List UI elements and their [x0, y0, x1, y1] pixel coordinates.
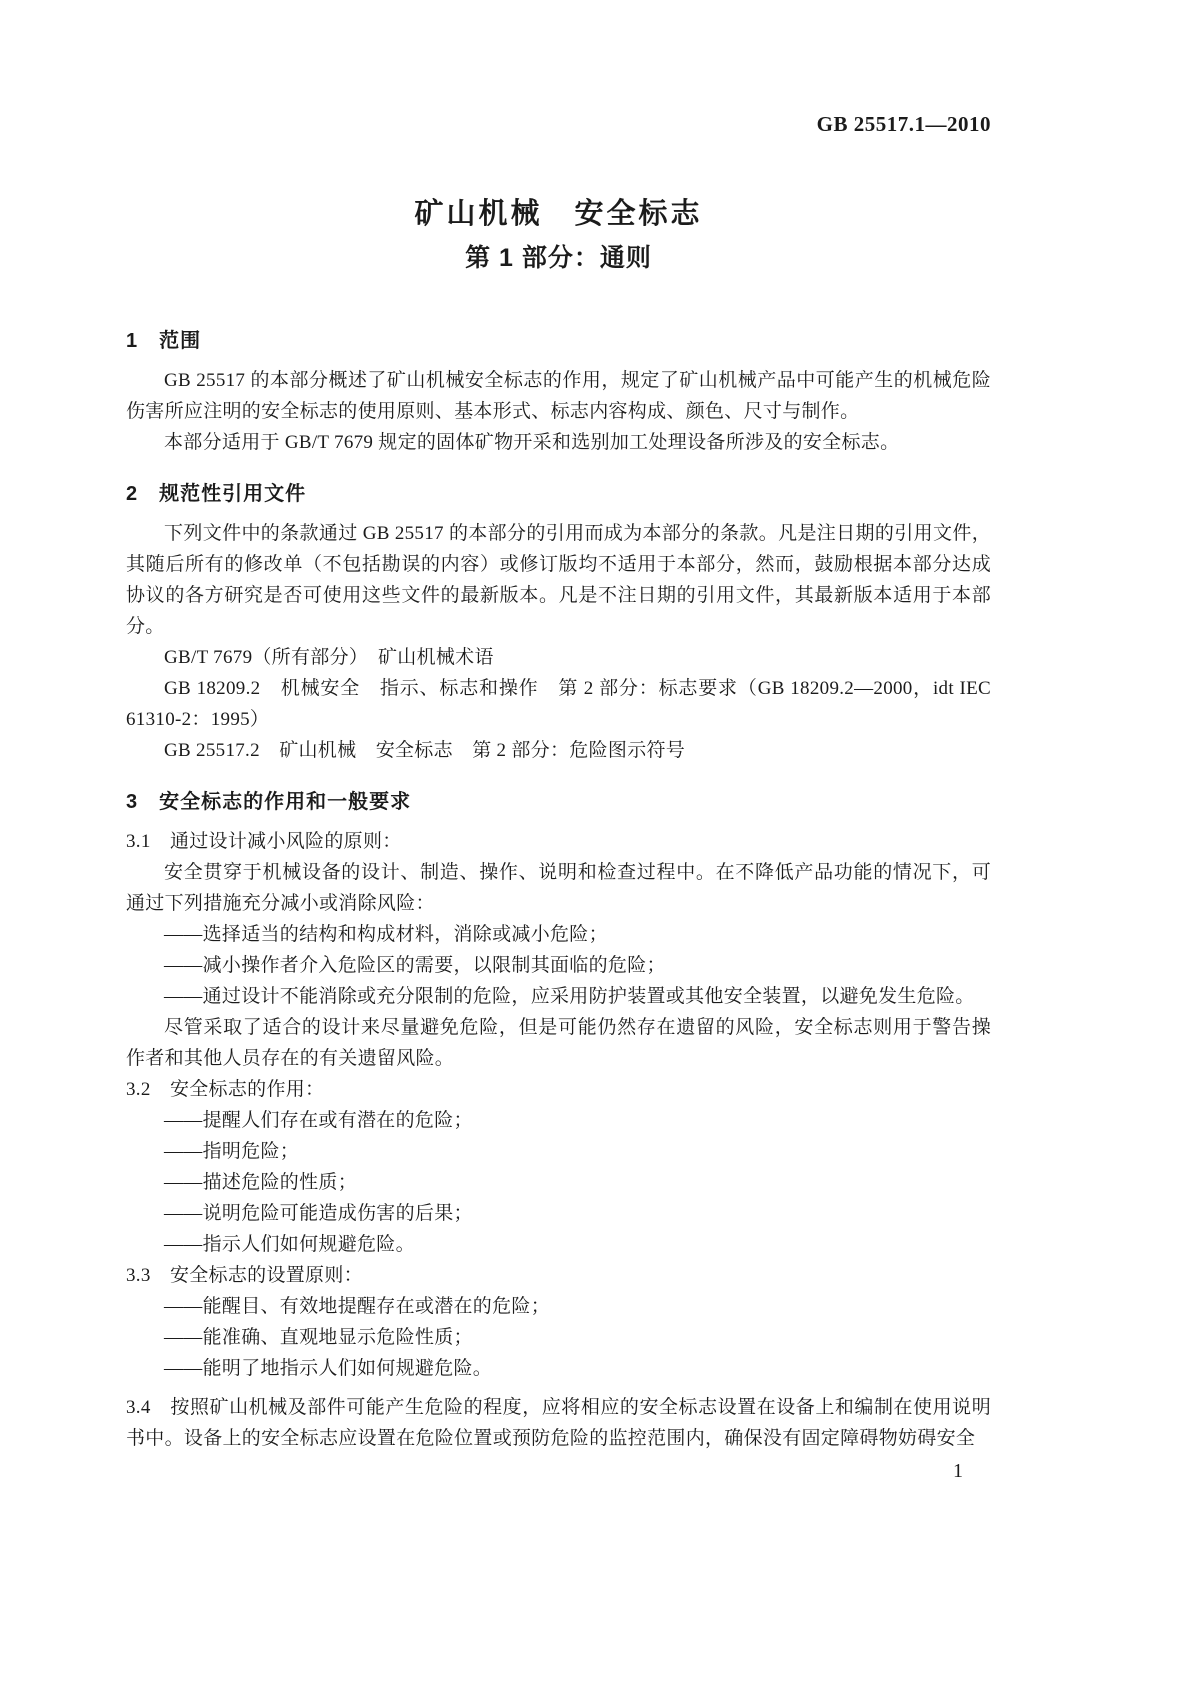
reference-item: GB 18209.2 机械安全 指示、标志和操作 第 2 部分：标志要求（GB 18209.2—2000，idt IEC 61310-2：1995）	[126, 678, 991, 730]
list-item: ——能明了地指示人们如何规避危险。	[164, 1358, 493, 1379]
reference-item: GB/T 7679（所有部分） 矿山机械术语	[164, 647, 494, 668]
section-1-heading: 1 范围	[126, 330, 202, 352]
section-1-paragraph-2: 本部分适用于 GB/T 7679 规定的固体矿物开采和选别加工处理设备所涉及的安全标志。	[164, 432, 900, 453]
clause-3-2-title: 3.2 安全标志的作用：	[126, 1079, 325, 1100]
clause-3-3-title: 3.3 安全标志的设置原则：	[126, 1265, 363, 1286]
clause-3-1-paragraph-1: 安全贯穿于机械设备的设计、制造、操作、说明和检查过程中。在不降低产品功能的情况下，可通过下列措施充分减小或消除风险：	[126, 862, 991, 914]
doc-code: GB 25517.1—2010	[816, 112, 991, 136]
clause-3-1-paragraph-2: 尽管采取了适合的设计来尽量避免危险，但是可能仍然存在遗留的风险，安全标志则用于警告操作者和其他人员存在的有关遗留风险。	[126, 1017, 991, 1069]
section-2-heading: 2 规范性引用文件	[126, 483, 307, 505]
reference-item: GB 25517.2 矿山机械 安全标志 第 2 部分：危险图示符号	[164, 740, 686, 761]
section-3-heading: 3 安全标志的作用和一般要求	[126, 791, 412, 813]
list-item: ——减小操作者介入危险区的需要，以限制其面临的危险；	[164, 955, 666, 976]
list-item: ——能准确、直观地显示危险性质；	[164, 1327, 473, 1348]
clause-3-1-title: 3.1 通过设计减小风险的原则：	[126, 831, 402, 852]
clause-3-4-paragraph: 3.4 按照矿山机械及部件可能产生危险的程度，应将相应的安全标志设置在设备上和编制在使用说明书中。设备上的安全标志应设置在危险位置或预防危险的监控范围内，确保没有固定障碍物妨碍安全	[126, 1397, 991, 1449]
section-2-paragraph-1: 下列文件中的条款通过 GB 25517 的本部分的引用而成为本部分的条款。凡是注日期的引用文件，其随后所有的修改单（不包括勘误的内容）或修订版均不适用于本部分，然而，鼓励根据本部分达成协议的各方研究是否可使用这些文件的最新版本。凡是不注日期的引用文件，其最新版本适用于本部分。	[126, 523, 991, 637]
doc-subtitle: 第 1 部分：通则	[465, 244, 652, 272]
list-item: ——指示人们如何规避危险。	[164, 1234, 415, 1255]
list-item: ——提醒人们存在或有潜在的危险；	[164, 1110, 473, 1131]
page-number: 1	[953, 1460, 963, 1482]
list-item: ——通过设计不能消除或充分限制的危险，应采用防护装置或其他安全装置，以避免发生危险。	[164, 986, 975, 1007]
list-item: ——描述危险的性质；	[164, 1172, 358, 1193]
doc-title: 矿山机械 安全标志	[414, 198, 703, 230]
list-item: ——指明危险；	[164, 1141, 300, 1162]
list-item: ——能醒目、有效地提醒存在或潜在的危险；	[164, 1296, 551, 1317]
list-item: ——选择适当的结构和构成材料，消除或减小危险；	[164, 924, 608, 945]
list-item: ——说明危险可能造成伤害的后果；	[164, 1203, 473, 1224]
section-1-paragraph-1: GB 25517 的本部分概述了矿山机械安全标志的作用，规定了矿山机械产品中可能产生的机械危险伤害所应注明的安全标志的使用原则、基本形式、标志内容构成、颜色、尺寸与制作。	[126, 370, 991, 422]
